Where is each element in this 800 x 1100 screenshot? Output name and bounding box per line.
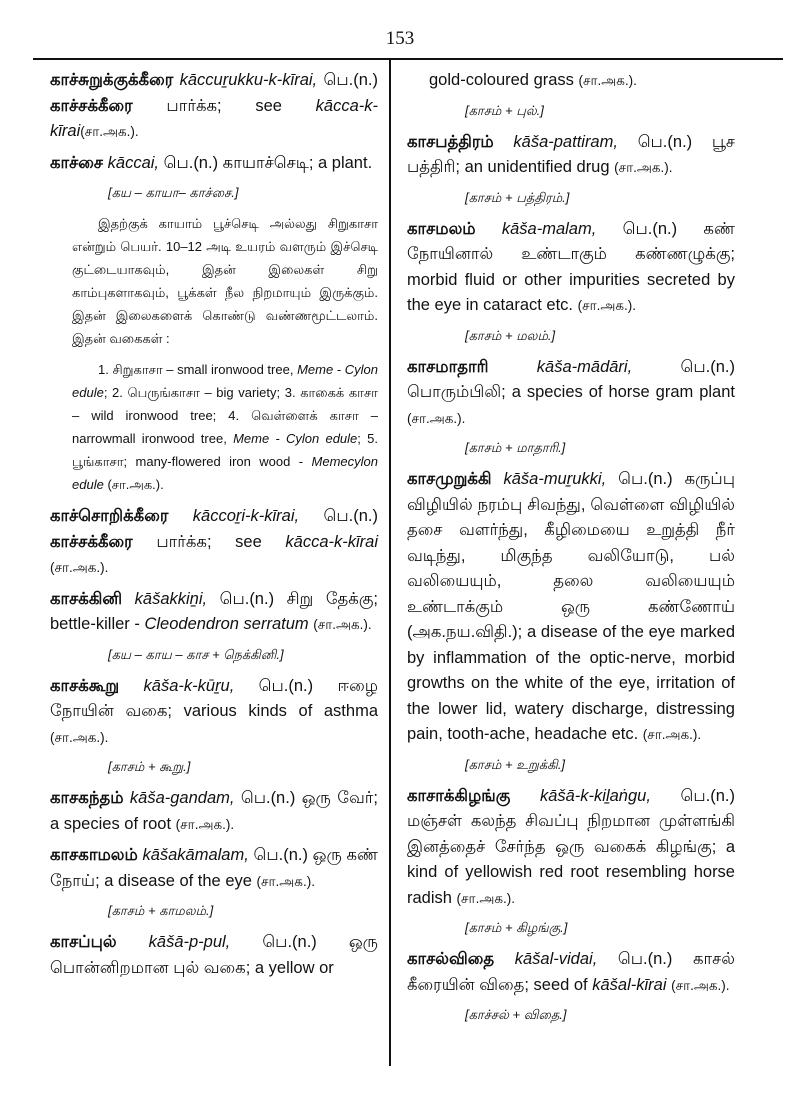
- headword: காசகந்தம்: [50, 789, 124, 807]
- definition: சிறு தேக்கு; bettle-killer -: [50, 589, 378, 633]
- definition: பார்க்க; see: [156, 532, 262, 551]
- column-divider: [389, 59, 391, 1066]
- etymology: [காசம் + மாதாரி.]: [465, 440, 566, 455]
- definition: ஒரு கண் நோய்; a disease of the eye: [50, 846, 378, 890]
- transliteration: kāša-muṟukki,: [503, 470, 607, 488]
- headword: காசபத்திரம்: [407, 132, 494, 151]
- transliteration: kāšakkiṉi,: [134, 589, 208, 608]
- headword: காசல்விதை: [407, 950, 495, 968]
- source-abbr: (சா.அக.).: [50, 729, 109, 745]
- part-of-speech: பெ.(n.): [262, 933, 317, 951]
- source-abbr: (சா.அக.).: [175, 816, 235, 832]
- definition: ஒரு வேர்; a species of root: [50, 789, 378, 833]
- cross-ref-translit: kācca-k-kīrai: [50, 96, 379, 140]
- transliteration: kāša-pattiram,: [513, 132, 618, 151]
- source-abbr: (சா.அக.).: [456, 890, 515, 906]
- definition: ஈழை நோயின் வகை; various kinds of asthma: [50, 676, 378, 720]
- cross-ref-headword: காச்சக்கீரை: [50, 96, 133, 115]
- dictionary-entry: [50, 843, 378, 894]
- headword: காசக்கூறு: [50, 676, 120, 695]
- transliteration: kāšā-p-pul,: [148, 933, 231, 951]
- transliteration: kāša-k-kūṟu,: [143, 676, 235, 695]
- etymology: [காச்சல் + விதை.]: [465, 1007, 567, 1022]
- transliteration: kāšal-vidai,: [514, 950, 598, 968]
- source-abbr: (சா.அக.).: [107, 477, 164, 492]
- varieties-list: [72, 358, 378, 496]
- dictionary-entry: [407, 130, 735, 181]
- variety-item: 3. காகைக் காசா – wild ironwood tree;: [72, 385, 378, 423]
- headword: காசகாமலம்: [50, 846, 138, 864]
- source-abbr: (சா.அக.).: [407, 410, 466, 426]
- right-column: [407, 68, 735, 1034]
- part-of-speech: பெ.(n.): [617, 950, 673, 968]
- dictionary-entry: [407, 947, 735, 998]
- source-abbr: (சா.அக.).: [313, 617, 372, 632]
- variety-item: 2. பெருங்காசா – big variety;: [112, 385, 281, 400]
- part-of-speech: பெ.(n.): [622, 219, 678, 238]
- page-number: 153: [385, 28, 415, 49]
- variety-item: 1. சிறுகாசா – small ironwood tree, Meme - Cylon edule;: [72, 362, 378, 400]
- part-of-speech: பெ.(n.): [323, 71, 378, 89]
- part-of-speech: பெ.(n.): [219, 589, 275, 608]
- etymology: [காசம் + புல்.]: [465, 102, 544, 118]
- definition: gold-coloured grass: [429, 71, 574, 89]
- definition: காசல் கீரையின் விதை; seed of: [407, 950, 735, 994]
- dictionary-entry: [50, 151, 378, 177]
- dictionary-entry: [50, 786, 378, 837]
- cross-ref-translit: kācca-k-kīrai: [285, 532, 378, 551]
- etymology: [கய – காய – காச + நெக்கினி.]: [108, 646, 284, 662]
- definition: மஞ்சள் கலந்த சிவப்பு நிறமான முள்ளங்கி இனத்தைச் சேர்ந்த ஒரு வகைக் கிழங்கு; a kind of yellowish red root resembling horse radish: [407, 812, 735, 907]
- definition: கண் நோயினால் உண்டாகும் கண்ணழுக்கு; morbid fluid or other impurities secreted by the eye in cataract etc.: [407, 219, 735, 314]
- definition: ஒரு பொன்னிறமான புல் வகை; a yellow or: [50, 933, 378, 977]
- headword: காச்சை: [50, 153, 104, 172]
- etymology: [காசம் + மலம்.]: [465, 327, 556, 343]
- headword: காச்சுறுக்குக்கீரை: [50, 71, 174, 89]
- definition: பூச பத்திரி; an unidentified drug: [407, 132, 735, 176]
- cross-ref-headword: காச்சக்கீரை: [50, 532, 133, 551]
- headword: காசக்கினி: [50, 589, 123, 608]
- etymology: [காசம் + உறுக்கி.]: [465, 756, 566, 772]
- etymology: [காசம் + கிழங்கு.]: [465, 920, 568, 935]
- headword: காசமலம்: [407, 219, 476, 238]
- dictionary-entry: [407, 217, 735, 319]
- transliteration: kāša-mādāri,: [536, 357, 633, 376]
- etymology: [கய – காயா– காச்சை.]: [108, 185, 239, 200]
- source-abbr: (சா.அக.).: [80, 124, 139, 139]
- left-column: [50, 68, 378, 987]
- transliteration: kāccoṟi-k-kīrai,: [192, 507, 300, 525]
- dictionary-entry: [407, 467, 735, 748]
- headword: காசமாதாரி: [407, 357, 489, 376]
- etymology: [காசம் + பத்திரம்.]: [465, 189, 570, 205]
- etymology: [காசம் + கூறு.]: [108, 759, 191, 774]
- transliteration: kāccuṟukku-k-kīrai,: [179, 71, 318, 89]
- dictionary-entry: [50, 504, 378, 581]
- transliteration: kāccai,: [107, 153, 160, 172]
- dictionary-entry: [407, 355, 735, 432]
- definition: கருப்பு விழியில் நரம்பு சிவந்து, வெள்ளை விழியில் தசை வளர்ந்து, கீழிமையை உறுத்தி நீர் வடிந்து, மிகுந்த வலியோடு, பல் வலியையும், தலை வலியையும் உண்டாக்கும் ஒரு கண்ணோய் (அக.நய.விதி.); a disease of the eye marked by inflammation of the optic-nerve, morbid growths on the white of the eye, irritation of the lower lid, watery discharge, distressing pain, tooth-ache, headache etc.: [407, 470, 735, 743]
- source-abbr: (சா.அக.).: [577, 298, 637, 313]
- definition: பார்க்க; see: [166, 96, 282, 115]
- note-paragraph: இதற்குக் காயாம் பூச்செடி அல்லது சிறுகாசா என்றும் பெயர். 10–12 அடி உயரம் வளரும் இச்செடி குட்டையாகவும், இதன் இலைகள் சிறு காம்புகளாகவும், பூக்கள் நீல நிறமாயும் இருக்கும். இதன் இலைகளைக் கொண்டு வண்ணமூட்டலாம். இதன் வகைகள் :: [72, 216, 378, 346]
- source-abbr: (சா.அக.).: [671, 977, 730, 993]
- definition: பொரும்பிலி; a species of horse gram plant: [407, 383, 735, 401]
- definition: காயாச்செடி; a plant.: [222, 153, 373, 172]
- variety-item: 5. பூங்காசா; many-flowered iron wood - Memecylon edule: [72, 431, 378, 492]
- dictionary-entry: [407, 784, 735, 912]
- source-abbr: (சா.அக.).: [614, 160, 673, 175]
- dictionary-entry: [50, 587, 378, 638]
- source-abbr: (சா.அக.).: [578, 73, 637, 88]
- usage-note: [50, 212, 378, 496]
- dictionary-entry: [50, 674, 378, 751]
- part-of-speech: பெ.(n.): [618, 470, 673, 488]
- transliteration: kāšakāmalam,: [142, 846, 249, 864]
- source-abbr: (சா.அக.).: [256, 873, 315, 889]
- entry-continuation: [407, 68, 735, 94]
- dictionary-entry: [50, 68, 378, 145]
- variety-item: 4. வெள்ளைக் காசா – narrowmall ironwood tree, Meme - Cylon edule;: [72, 408, 378, 446]
- etymology: [காசம் + காமலம்.]: [108, 903, 214, 918]
- transliteration: kāšā-k-kiḻaṅgu,: [539, 786, 651, 805]
- source-abbr: (சா.அக.).: [642, 727, 702, 742]
- headword: காசமுறுக்கி: [407, 470, 492, 488]
- cross-ref-translit: kāšal-kīrai: [592, 975, 667, 994]
- scientific-name: Cleodendron serratum: [144, 615, 309, 633]
- part-of-speech: பெ.(n.): [253, 846, 308, 864]
- dictionary-entry: [50, 930, 378, 981]
- part-of-speech: பெ.(n.): [163, 153, 219, 172]
- part-of-speech: பெ.(n.): [323, 507, 378, 525]
- headword: காச்சொறிக்கீரை: [50, 507, 169, 525]
- transliteration: kāša-malam,: [501, 219, 597, 238]
- part-of-speech: பெ.(n.): [637, 132, 693, 151]
- headword: காசாக்கிழங்கு: [407, 786, 511, 805]
- source-abbr: (சா.அக.).: [50, 560, 109, 575]
- part-of-speech: பெ.(n.): [240, 789, 296, 807]
- part-of-speech: பெ.(n.): [680, 786, 735, 805]
- part-of-speech: பெ.(n.): [258, 676, 314, 695]
- transliteration: kāša-gandam,: [129, 789, 235, 807]
- part-of-speech: பெ.(n.): [680, 357, 735, 376]
- headword: காசப்புல்: [50, 933, 117, 951]
- header-rule: [33, 58, 783, 60]
